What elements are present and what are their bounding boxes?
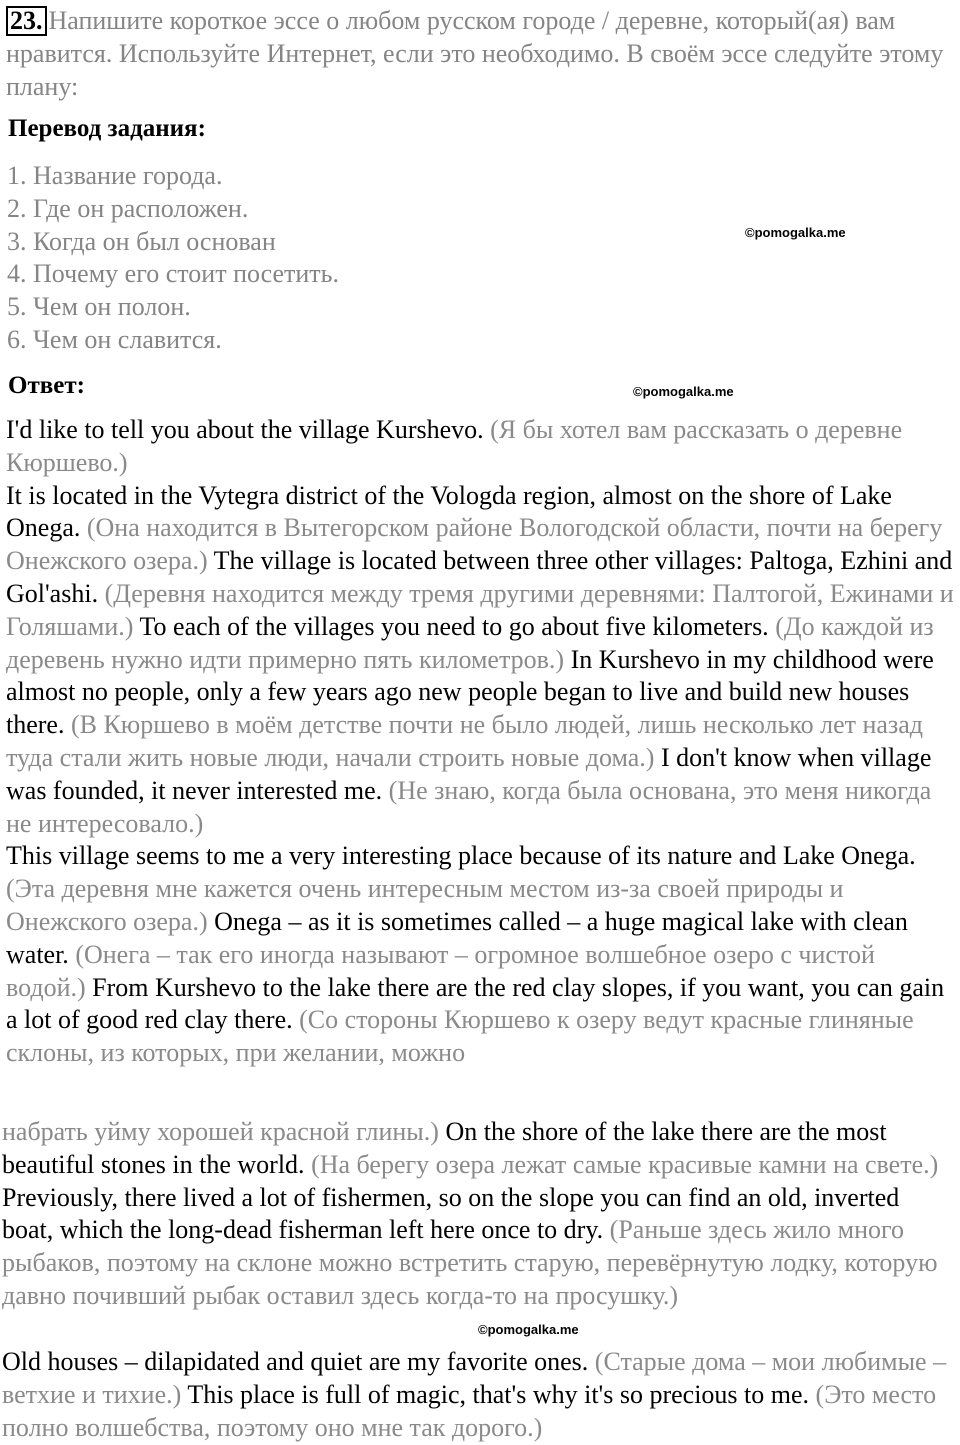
russian-translation: (Я бы хотел вам рассказать о деревне Кюршево.) [6, 415, 903, 477]
english-sentence: This village seems to me a very interesting place because of its nature and Lake Onega. [6, 841, 916, 871]
plan-item: 1. Название города. [7, 161, 223, 190]
russian-translation: (Старые дома – мои любимые – ветхие и тихие.) [2, 1347, 947, 1409]
russian-translation: (Эта деревня мне кажется очень интересным местом из-за своей природы и Онежского озера.) [6, 874, 844, 936]
plan-item: 5. Чем он полон. [7, 292, 191, 322]
english-sentence: I'd like to tell you about the village Kurshevo. [6, 415, 484, 444]
plan-item: 3. Когда он был основан [7, 226, 276, 256]
task-statement [6, 4, 956, 103]
answer-part-3 [2, 1346, 956, 1444]
answer-paragraph [6, 840, 960, 1070]
answer-part-2 [2, 1116, 956, 1313]
answer-paragraph [6, 480, 960, 841]
watermark: ©pomogalka.me [478, 1322, 579, 1337]
plan-item: 6. Чем он славится. [7, 324, 222, 354]
english-sentence: To each of the villages you need to go about five kilometers. [139, 611, 769, 641]
russian-translation: (На берегу озера лежат самые красивые камни на свете.) [311, 1149, 939, 1179]
english-sentence: The village is located between three other villages: Paltoga, Ezhini and Gol'ashi. [6, 546, 953, 608]
russian-translation: (Это место полно волшебства, поэтому оно мне так дорого.) [2, 1379, 937, 1442]
answer-heading: Ответ: [8, 372, 85, 399]
russian-translation: набрать уйму хорошей красной глины.) [2, 1117, 439, 1146]
russian-translation: (Она находится в Вытегорском районе Вологодской области, почти на берегу Онежского озера.) [6, 513, 943, 576]
english-sentence: From Kurshevo to the lake there are the red clay slopes, if you want, you can gain a lot of good red clay there. [6, 972, 945, 1035]
watermark: ©pomogalka.me [745, 225, 846, 240]
russian-translation: (Деревня находится между тремя другими деревнями: Палтогой, Ежинами и Голяшами.) [6, 578, 954, 641]
plan-item: 2. Где он расположен. [7, 193, 249, 223]
russian-translation: (В Кюршево в моём детстве почти не было людей, лишь несколько лет назад туда стали жить новые люди, начали строить новые дома.) [6, 710, 924, 772]
russian-translation: (Не знаю, когда была основана, это меня никогда не интересовало.) [6, 775, 932, 838]
english-sentence: On the shore of the lake there are the most beautiful stones in the world. [2, 1117, 887, 1179]
russian-translation: (До каждой из деревень нужно идти примерно пять километров.) [6, 611, 934, 674]
english-sentence: Onega – as it is sometimes called – a huge magical lake with clean water. [6, 906, 908, 969]
answer-paragraph [2, 1346, 956, 1444]
plan-item: 4. Почему его стоит посетить. [7, 259, 340, 289]
english-sentence: This place is full of magic, that's why it's so precious to me. [187, 1379, 810, 1409]
task-text: Напишите короткое эссе о любом русском городе / деревне, который(ая) вам нравится. Используйте Интернет, если это необходимо. В своём эссе следуйте этому плану: [6, 6, 944, 101]
english-sentence: Previously, there lived a lot of fishermen, so on the slope you can find an old, inverted boat, which the long-dead fisherman left here once to dry. [2, 1182, 900, 1245]
russian-translation: (Онега – так его иногда называют – огромное волшебное озеро с чистой водой.) [6, 939, 875, 1002]
translation-heading: Перевод задания: [8, 115, 206, 142]
watermark: ©pomogalka.me [633, 384, 734, 399]
english-sentence: I don't know when village was founded, it never interested me. [6, 742, 932, 805]
english-sentence: It is located in the Vytegra district of the Vologda region, almost on the shore of Lake Onega. [6, 480, 892, 543]
plan-list [7, 160, 339, 357]
answer-paragraph [6, 414, 960, 480]
task-number: 23. [6, 6, 47, 36]
russian-translation: (Раньше здесь жило много рыбаков, поэтому на склоне можно встретить старую, перевёрнутую лодку, которую давно почивший рыбак оставил здесь когда-то на просушку.) [2, 1215, 938, 1310]
answer-part-1 [6, 414, 960, 1070]
english-sentence: Old houses – dilapidated and quiet are my favorite ones. [2, 1347, 589, 1376]
answer-paragraph [2, 1116, 956, 1313]
english-sentence: In Kurshevo in my childhood were almost no people, only a few years ago new people began to live and build new houses there. [6, 644, 934, 740]
russian-translation: (Со стороны Кюршево к озеру ведут красные глиняные склоны, из которых, при желании, можно [6, 1005, 914, 1068]
